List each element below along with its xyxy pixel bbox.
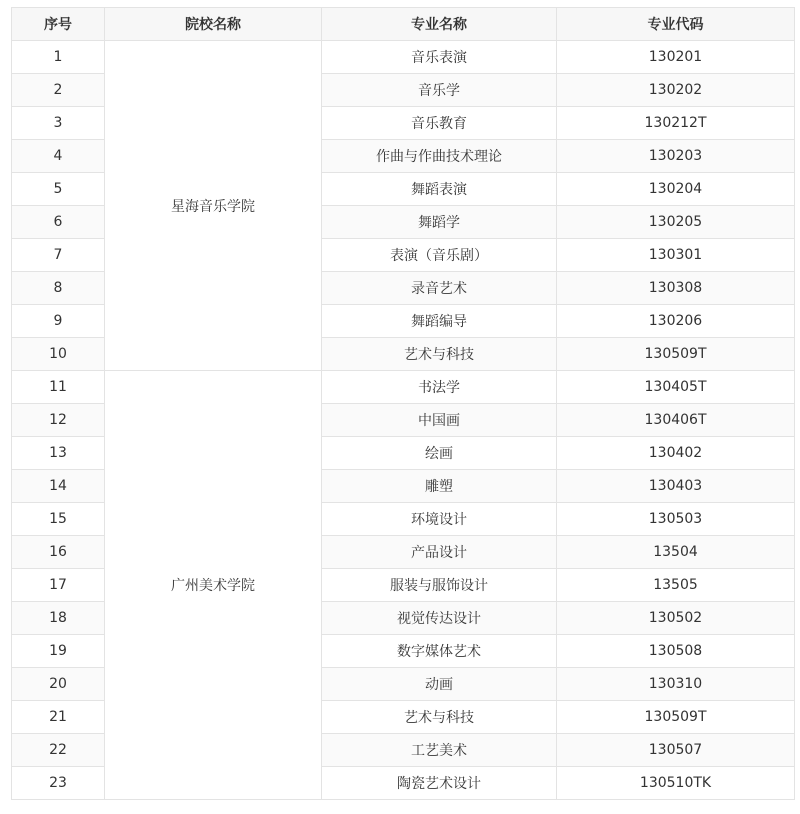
major-code: 130202 bbox=[557, 74, 795, 107]
major-name: 动画 bbox=[322, 668, 557, 701]
majors-table bbox=[11, 7, 795, 800]
header-school: 院校名称 bbox=[105, 8, 322, 41]
row-index: 16 bbox=[12, 536, 105, 569]
major-code: 130405T bbox=[557, 371, 795, 404]
major-code: 130204 bbox=[557, 173, 795, 206]
major-code: 130206 bbox=[557, 305, 795, 338]
major-name: 录音艺术 bbox=[322, 272, 557, 305]
major-name: 中国画 bbox=[322, 404, 557, 437]
major-name: 音乐教育 bbox=[322, 107, 557, 140]
major-name: 数字媒体艺术 bbox=[322, 635, 557, 668]
major-code: 130310 bbox=[557, 668, 795, 701]
major-code: 130406T bbox=[557, 404, 795, 437]
major-name: 舞蹈表演 bbox=[322, 173, 557, 206]
row-index: 1 bbox=[12, 41, 105, 74]
header-row bbox=[12, 8, 795, 41]
row-index: 15 bbox=[12, 503, 105, 536]
row-index: 17 bbox=[12, 569, 105, 602]
row-index: 23 bbox=[12, 767, 105, 800]
row-index: 8 bbox=[12, 272, 105, 305]
major-code: 130203 bbox=[557, 140, 795, 173]
major-name: 工艺美术 bbox=[322, 734, 557, 767]
major-code: 130201 bbox=[557, 41, 795, 74]
table-row bbox=[12, 371, 795, 404]
row-index: 18 bbox=[12, 602, 105, 635]
table-row bbox=[12, 41, 795, 74]
header-index: 序号 bbox=[12, 8, 105, 41]
major-name: 服装与服饰设计 bbox=[322, 569, 557, 602]
row-index: 5 bbox=[12, 173, 105, 206]
major-code: 130509T bbox=[557, 338, 795, 371]
major-name: 绘画 bbox=[322, 437, 557, 470]
major-name: 陶瓷艺术设计 bbox=[322, 767, 557, 800]
major-name: 音乐表演 bbox=[322, 41, 557, 74]
row-index: 6 bbox=[12, 206, 105, 239]
major-code: 130301 bbox=[557, 239, 795, 272]
major-code: 130212T bbox=[557, 107, 795, 140]
row-index: 19 bbox=[12, 635, 105, 668]
row-index: 11 bbox=[12, 371, 105, 404]
row-index: 21 bbox=[12, 701, 105, 734]
major-code: 130402 bbox=[557, 437, 795, 470]
header-major: 专业名称 bbox=[322, 8, 557, 41]
major-name: 艺术与科技 bbox=[322, 701, 557, 734]
major-code: 130509T bbox=[557, 701, 795, 734]
major-code: 130308 bbox=[557, 272, 795, 305]
major-code: 13505 bbox=[557, 569, 795, 602]
major-name: 书法学 bbox=[322, 371, 557, 404]
major-name: 视觉传达设计 bbox=[322, 602, 557, 635]
major-code: 13504 bbox=[557, 536, 795, 569]
row-index: 22 bbox=[12, 734, 105, 767]
major-code: 130510TK bbox=[557, 767, 795, 800]
table-body bbox=[12, 41, 795, 800]
row-index: 9 bbox=[12, 305, 105, 338]
table-header bbox=[12, 8, 795, 41]
school-name: 星海音乐学院 bbox=[105, 41, 322, 371]
school-name: 广州美术学院 bbox=[105, 371, 322, 800]
row-index: 2 bbox=[12, 74, 105, 107]
major-code: 130503 bbox=[557, 503, 795, 536]
major-code: 130507 bbox=[557, 734, 795, 767]
major-name: 雕塑 bbox=[322, 470, 557, 503]
major-code: 130205 bbox=[557, 206, 795, 239]
row-index: 14 bbox=[12, 470, 105, 503]
major-name: 产品设计 bbox=[322, 536, 557, 569]
major-code: 130508 bbox=[557, 635, 795, 668]
major-name: 表演（音乐剧） bbox=[322, 239, 557, 272]
major-code: 130502 bbox=[557, 602, 795, 635]
header-code: 专业代码 bbox=[557, 8, 795, 41]
row-index: 3 bbox=[12, 107, 105, 140]
row-index: 12 bbox=[12, 404, 105, 437]
major-code: 130403 bbox=[557, 470, 795, 503]
major-name: 艺术与科技 bbox=[322, 338, 557, 371]
row-index: 20 bbox=[12, 668, 105, 701]
row-index: 10 bbox=[12, 338, 105, 371]
row-index: 13 bbox=[12, 437, 105, 470]
major-name: 环境设计 bbox=[322, 503, 557, 536]
row-index: 4 bbox=[12, 140, 105, 173]
major-name: 舞蹈编导 bbox=[322, 305, 557, 338]
major-name: 音乐学 bbox=[322, 74, 557, 107]
row-index: 7 bbox=[12, 239, 105, 272]
major-name: 舞蹈学 bbox=[322, 206, 557, 239]
major-name: 作曲与作曲技术理论 bbox=[322, 140, 557, 173]
